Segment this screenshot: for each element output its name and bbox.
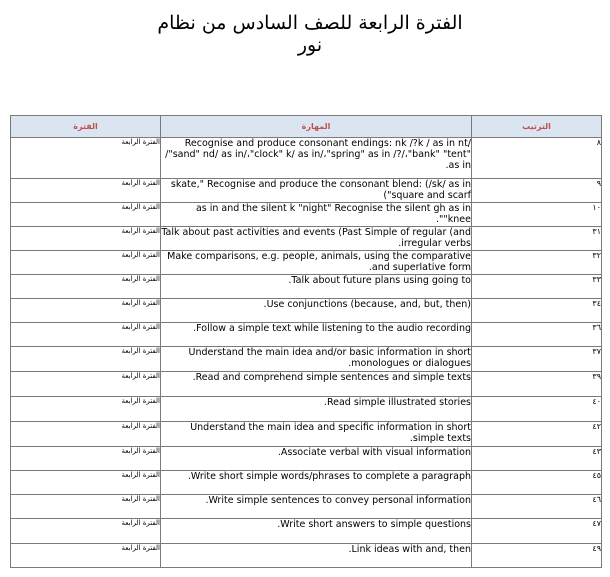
period-cell: الفترة الرابعة (11, 471, 161, 495)
header-period: الفترة (11, 116, 161, 138)
order-cell: ٤٣ (472, 447, 602, 471)
skill-cell: as in and the silent k "night" Recognise the silent gh as in "knee". (161, 203, 472, 227)
skill-cell: Write simple sentences to convey personal information. (161, 495, 472, 519)
skill-cell: Write short answers to simple questions. (161, 519, 472, 544)
order-cell: ٣٢ (472, 251, 602, 275)
skills-table (10, 115, 602, 568)
table-row (11, 251, 602, 275)
order-cell: ٣١ (472, 227, 602, 251)
table-row (11, 495, 602, 519)
table-row (11, 544, 602, 568)
period-cell: الفترة الرابعة (11, 519, 161, 544)
table-row (11, 422, 602, 447)
table-row (11, 323, 602, 347)
skill-cell: Read and comprehend simple sentences and simple texts. (161, 372, 472, 397)
skill-cell: (Use conjunctions (because, and, but, then. (161, 299, 472, 323)
order-cell: ٣٣ (472, 275, 602, 299)
table-row (11, 179, 602, 203)
header-order: الترتيب (472, 116, 602, 138)
period-cell: الفترة الرابعة (11, 422, 161, 447)
skill-cell: Read simple illustrated stories. (161, 397, 472, 422)
table-row (11, 519, 602, 544)
table-header-row (11, 116, 602, 138)
skill-cell: Associate verbal with visual information. (161, 447, 472, 471)
table-row (11, 138, 602, 179)
table-row (11, 299, 602, 323)
table-row (11, 372, 602, 397)
order-cell: ٣٤ (472, 299, 602, 323)
table-row (11, 227, 602, 251)
order-cell: ٣٧ (472, 347, 602, 372)
document-title: الفترة الرابعة للصف السادس من نظام نور (157, 12, 463, 56)
table-row (11, 275, 602, 299)
period-cell: الفترة الرابعة (11, 347, 161, 372)
period-cell: الفترة الرابعة (11, 544, 161, 568)
skill-cell: Understand the main idea and specific information in short simple texts. (161, 422, 472, 447)
header-skill: المهارة (161, 116, 472, 138)
order-cell: ٤٩ (472, 544, 602, 568)
table-row (11, 203, 602, 227)
order-cell: ٤٠ (472, 397, 602, 422)
period-cell: الفترة الرابعة (11, 323, 161, 347)
period-cell: الفترة الرابعة (11, 275, 161, 299)
skill-cell: Recognise and produce consonant endings: nk /?k / as in nt/ /"sand" nd/ as in/،"clock" k/ as in/،"spring" as in /?/،"bank" "tent" as in. (161, 138, 472, 179)
period-cell: الفترة الرابعة (11, 203, 161, 227)
table-row (11, 347, 602, 372)
period-cell: الفترة الرابعة (11, 447, 161, 471)
period-cell: الفترة الرابعة (11, 372, 161, 397)
period-cell: الفترة الرابعة (11, 227, 161, 251)
skill-cell: Make comparisons, e.g. people, animals, using the comparative and superlative form. (161, 251, 472, 275)
order-cell: ٨ (472, 138, 602, 179)
period-cell: الفترة الرابعة (11, 179, 161, 203)
order-cell: ١٠ (472, 203, 602, 227)
skill-cell: Understand the main idea and/or basic information in short monologues or dialogues. (161, 347, 472, 372)
period-cell: الفترة الرابعة (11, 299, 161, 323)
order-cell: ٤٧ (472, 519, 602, 544)
table-row (11, 447, 602, 471)
order-cell: ٤٢ (472, 422, 602, 447)
order-cell: ٩ (472, 179, 602, 203)
skill-cell: Write short simple words/phrases to complete a paragraph. (161, 471, 472, 495)
table-body (11, 138, 602, 568)
order-cell: ٤٥ (472, 471, 602, 495)
skill-cell: Talk about past activities and events (Past Simple of regular (and irregular verbs. (161, 227, 471, 249)
order-cell: ٣٦ (472, 323, 602, 347)
skill-cell: Link ideas with and, then. (161, 544, 472, 568)
order-cell: ٤٦ (472, 495, 602, 519)
period-cell: الفترة الرابعة (11, 495, 161, 519)
period-cell: الفترة الرابعة (11, 397, 161, 422)
period-cell: الفترة الرابعة (11, 251, 161, 275)
table-row (11, 471, 602, 495)
skill-cell: Follow a simple text while listening to the audio recording. (161, 323, 472, 347)
skill-cell: skate," Recognise and produce the consonant blend: (/sk/ as in ("square and scarf (161, 179, 472, 203)
table-row (11, 397, 602, 422)
skill-cell: Talk about future plans using going to. (161, 275, 472, 299)
order-cell: ٣٩ (472, 372, 602, 397)
period-cell: الفترة الرابعة (11, 138, 161, 179)
